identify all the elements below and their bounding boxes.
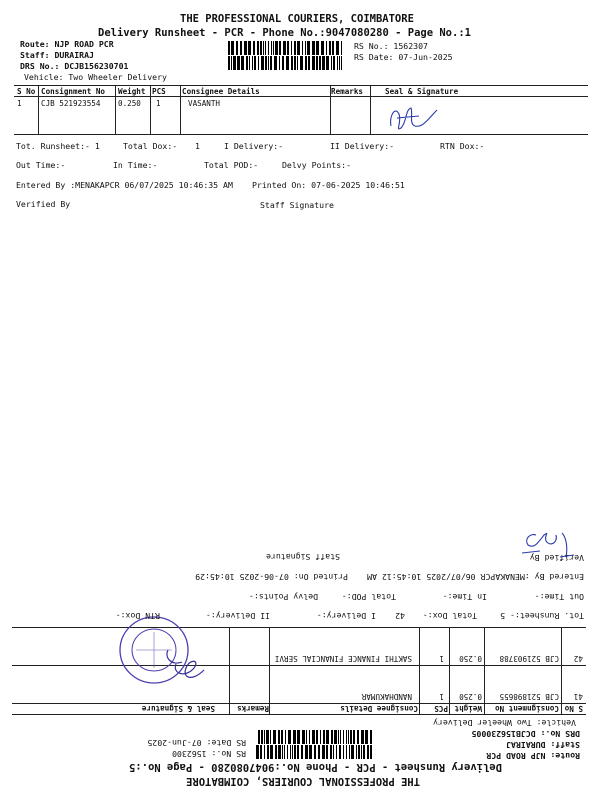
col-divider [449, 628, 450, 715]
i-delivery: I Delivery:- [224, 141, 284, 151]
barcode-1 [254, 746, 372, 760]
cell-consignee: NANDHAKUMAR [361, 692, 412, 701]
verified-by: Verified By [529, 553, 584, 563]
header-weight: Weight [454, 704, 482, 713]
table-header-rule [14, 96, 588, 97]
cell-weight: 0.250 [118, 99, 141, 108]
barcode-2 [228, 55, 346, 69]
header-sno: S No [564, 704, 583, 713]
table-bottom-rule [14, 134, 588, 135]
runsheet-subtitle: Delivery Runsheet - PCR - Phone No.:9047080280 - Page No.:5 [129, 761, 502, 773]
entered-by: Entered By :MENAKAPCR 06/07/2025 10:46:35 AM [16, 180, 233, 190]
header-consignment: Consignment No [494, 704, 559, 713]
ii-delivery: II Delivery:- [330, 141, 395, 151]
out-time: Out Time:- [16, 160, 66, 170]
total-dox-value: 42 [395, 611, 405, 621]
out-time: Out Time:- [534, 592, 584, 602]
col-divider [419, 628, 420, 715]
barcode-1 [228, 40, 346, 54]
tot-runsheet: Tot. Runsheet:- 5 [500, 611, 584, 621]
header-remarks: Remarks [331, 87, 364, 96]
rs-date: RS Date: 07-Jun-2025 [147, 738, 246, 748]
entered-by: Entered By :MENAKAPCR 06/07/2025 10:45:12 AM [367, 572, 584, 582]
col-divider [484, 628, 485, 715]
cell-consignment: CJB 521898655 [499, 692, 559, 701]
header-consignee: Consignee Details [340, 704, 418, 713]
company-title: THE PROFESSIONAL COURIERS, COIMBATORE [180, 13, 414, 25]
header-sno: S No [17, 87, 36, 96]
in-time: In Time:- [442, 592, 487, 602]
cell-weight: 0.250 [459, 654, 482, 663]
delvy-points: Delvy Points:- [282, 160, 352, 170]
rtn-dox: RTN Dox:- [440, 141, 485, 151]
cell-sno: 41 [573, 692, 583, 701]
cell-consignment: CJB 521923554 [41, 99, 101, 108]
col-divider [370, 85, 371, 134]
barcode-2 [254, 731, 372, 745]
printed-on: Printed On: 07-06-2025 10:46:51 [252, 180, 405, 190]
i-delivery: I Delivery:- [316, 611, 376, 621]
total-pod: Total POD:- [204, 160, 259, 170]
ii-delivery: II Delivery:- [205, 611, 270, 621]
col-divider [180, 85, 181, 134]
rs-date: RS Date: 07-Jun-2025 [354, 52, 453, 62]
in-time: In Time:- [113, 160, 158, 170]
cell-pcs: 1 [439, 654, 444, 663]
printed-on: Printed On: 07-06-2025 10:45:29 [195, 572, 348, 582]
vehicle-label: Vehicle: Two Wheeler Delivery [24, 72, 167, 82]
header-pcs: PCS [434, 704, 448, 713]
col-divider [269, 628, 270, 715]
runsheet-subtitle: Delivery Runsheet - PCR - Phone No.:9047080280 - Page No.:1 [98, 27, 471, 39]
cell-sno: 42 [573, 654, 583, 663]
total-pod: Total POD:- [341, 592, 396, 602]
cell-consignment: CJB 521903788 [499, 654, 559, 663]
delvy-points: Delvy Points:- [248, 592, 318, 602]
cell-sno: 1 [17, 99, 22, 108]
staff-label: Staff: DURAIRAJ [20, 50, 94, 60]
total-dox-value: 1 [195, 141, 200, 151]
header-seal: Seal & Signature [141, 704, 215, 713]
rtn-dox: RTN Dox:- [115, 611, 160, 621]
table-top-rule [12, 714, 586, 715]
header-pcs: PCS [152, 87, 166, 96]
route-label: Route: NJP ROAD PCR [486, 751, 580, 761]
rs-number: RS No.: 1562300 [172, 749, 246, 759]
col-divider [561, 628, 562, 715]
cell-consignee: VASANTH [188, 99, 221, 108]
drs-number: DRS No.: DCJB156230005 [471, 729, 580, 739]
col-divider [115, 85, 116, 134]
cell-pcs: 1 [439, 692, 444, 701]
header-consignment: Consignment No [41, 87, 106, 96]
tot-runsheet: Tot. Runsheet:- 1 [16, 141, 100, 151]
cell-consignee: SAKTHI FINANCE FINANCIAL SERVI [274, 654, 412, 663]
verified-by: Verified By [16, 199, 71, 209]
rs-number: RS No.: 1562307 [354, 41, 428, 51]
route-label: Route: NJP ROAD PCR [20, 39, 114, 49]
cell-weight: 0.250 [459, 692, 482, 701]
header-weight: Weight [118, 87, 146, 96]
staff-signature: Staff Signature [266, 552, 340, 562]
drs-number: DRS No.: DCJB156230701 [20, 61, 129, 71]
col-divider [150, 85, 151, 134]
col-divider [229, 628, 230, 715]
runsheet-page-5 [0, 400, 600, 800]
vehicle-label: Vehicle: Two Wheeler Delivery [433, 718, 576, 728]
table-row-rule [12, 665, 586, 666]
staff-label: Staff: DURAIRAJ [506, 740, 580, 750]
table-top-rule [14, 85, 588, 86]
col-divider [38, 85, 39, 134]
staff-signature: Staff Signature [260, 200, 334, 210]
verifier-signature [510, 525, 580, 565]
header-seal: Seal & Signature [385, 87, 459, 96]
total-dox-label: Total Dox:- [123, 141, 178, 151]
header-remarks: Remarks [236, 704, 269, 713]
header-consignee: Consignee Details [182, 87, 260, 96]
total-dox-label: Total Dox:- [422, 611, 477, 621]
cell-pcs: 1 [156, 99, 161, 108]
company-title: THE PROFESSIONAL COURIERS, COIMBATORE [186, 775, 420, 787]
recipient-signature [385, 98, 455, 138]
table-bottom-rule [12, 627, 586, 628]
